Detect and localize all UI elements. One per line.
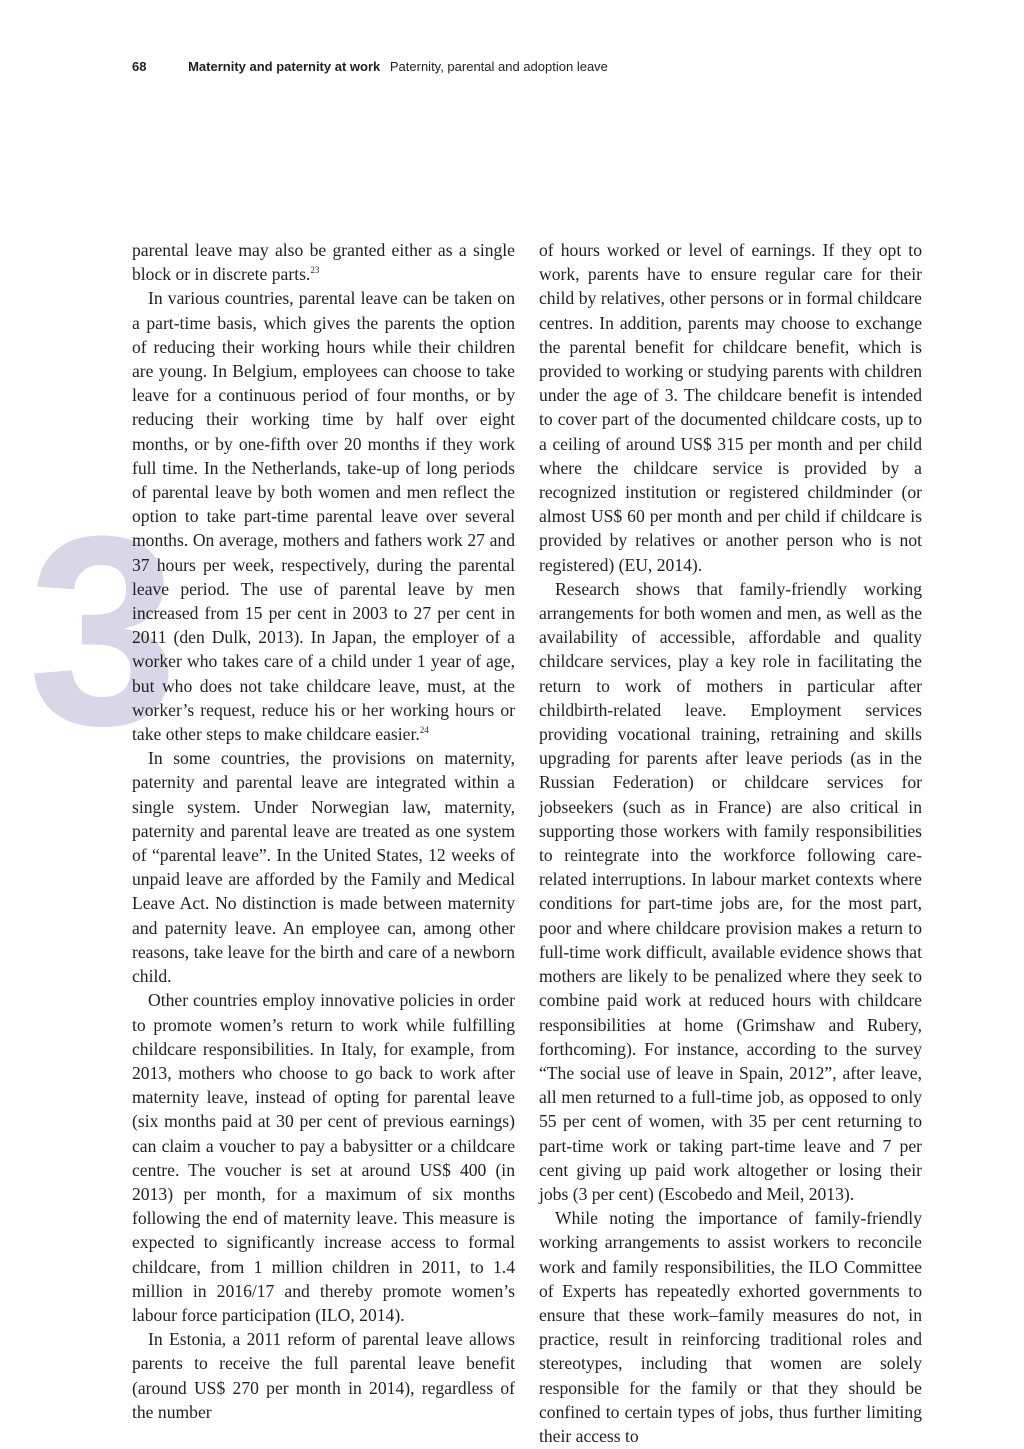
paragraph: In various countries, parental leave can be taken on a part-time basis, which gives the parents the option of reducing their working hours while their children are young. In Belgium, employees can choose to take leave for a continuous period of four months, or by reducing their working time by half over eight months, or by one-fifth over 20 months if they work full time. In the Netherlands, take-up of long periods of parental leave by both women and men reflect the option to take part-time parental leave over several months. On average, mothers and fathers work 27 and 37 hours per week, respectively, during the parental leave period. The use of parental leave by men increased from 15 per cent in 2003 to 27 per cent in 2011 (den Dulk, 2013). In Japan, the employer of a worker who takes care of a child under 1 year of age, but who does not take childcare leave, must, at the worker’s request, reduce his or her working hours or take other steps to make childcare easier.$^{24}$ (132, 288, 515, 745)
paragraph: of hours worked or level of earnings. If they opt to work, parents have to ensure regular care for their child by relatives, other persons or in formal childcare centres. In addition, parents may choose to exchange the parental benefit for childcare benefit, which is provided to working or studying parents with children under the age of 3. The childcare benefit is intended to cover part of the documented childcare costs, up to a ceiling of around US$ 315 per month and per child where the childcare service is provided by a recognized institution or registered childminder (or almost US$ 60 per month and per child if childcare is provided by relatives or another person who is not registered) (EU, 2014). (539, 240, 922, 575)
paragraph: parental leave may also be granted either as a single block or in discrete parts.$^{23}$ (132, 240, 515, 285)
left-column (132, 238, 515, 1424)
book-title: Maternity and paternity at work (188, 59, 381, 74)
running-header (132, 59, 608, 74)
paragraph: In some countries, the provisions on maternity, paternity and parental leave are integrated within a single system. Under Norwegian law, maternity, paternity and parental leave are treated as one system of “parental leave”. In the United States, 12 weeks of unpaid leave are afforded by the Family and Medical Leave Act. No distinction is made between maternity and paternity leave. An employee can, among other reasons, take leave for the birth and care of a newborn child. (132, 748, 515, 987)
page-number: 68 (132, 59, 147, 74)
paragraph: While noting the importance of family-friendly working arrangements to assist workers to reconcile work and family responsibilities, the ILO Committee of Experts has repeatedly exhorted governments to ensure that these work–family measures do not, in practice, result in reinforcing traditional roles and stereotypes, including that women are solely responsible for the family or that they should be confined to certain types of jobs, thus further limiting their access to (539, 1208, 922, 1446)
right-column (539, 238, 922, 1448)
paragraph: Other countries employ innovative policies in order to promote women’s return to work while fulfilling childcare responsibilities. In Italy, for example, from 2013, mothers who choose to go back to work after maternity leave, instead of opting for parental leave (six months paid at 30 per cent of previous earnings) can claim a voucher to pay a babysitter or a childcare centre. The voucher is set at around US$ 400 (in 2013) per month, for a maximum of six months following the end of maternity leave. This measure is expected to significantly increase access to formal childcare, from 1 million children in 2011, to 1.4 million in 2016/17 and thereby promote women’s labour force participation (ILO, 2014). (132, 990, 515, 1325)
footnote-ref: 24 (419, 725, 429, 736)
paragraph: Research shows that family-friendly working arrangements for both women and men, as well as the availability of accessible, affordable and quality childcare services, play a key role in facilitating the return to work of mothers in particular after childbirth-related leave. Employment services providing vocational training, retraining and skills upgrading for parents after leave periods (as in the Russian Federation) or childcare services for jobseekers (such as in France) are also critical in supporting those workers with family responsibilities to reintegrate into the workforce following care-related interruptions. In labour market contexts where conditions for part-time jobs are, for the most part, poor and where childcare provision makes a return to full-time work difficult, available evidence shows that mothers are likely to be penalized where they seek to combine paid work at reduced hours with childcare responsibilities at home (Grimshaw and Rubery, forthcoming). For instance, according to the survey “The social use of leave in Spain, 2012”, after leave, all men returned to a full-time job, as opposed to only 55 per cent of women, with 35 per cent returning to part-time work or taking part-time leave and 7 per cent giving up paid work altogether or losing their jobs (3 per cent) (Escobedo and Meil, 2013). (539, 578, 922, 1204)
paragraph: In Estonia, a 2011 reform of parental leave allows parents to receive the full parental leave benefit (around US$ 270 per month in 2014), regardless of the number (132, 1329, 515, 1422)
chapter-marker: 3 (28, 481, 171, 782)
chapter-title: Paternity, parental and adoption leave (389, 59, 608, 74)
footnote-ref: 23 (310, 265, 320, 276)
